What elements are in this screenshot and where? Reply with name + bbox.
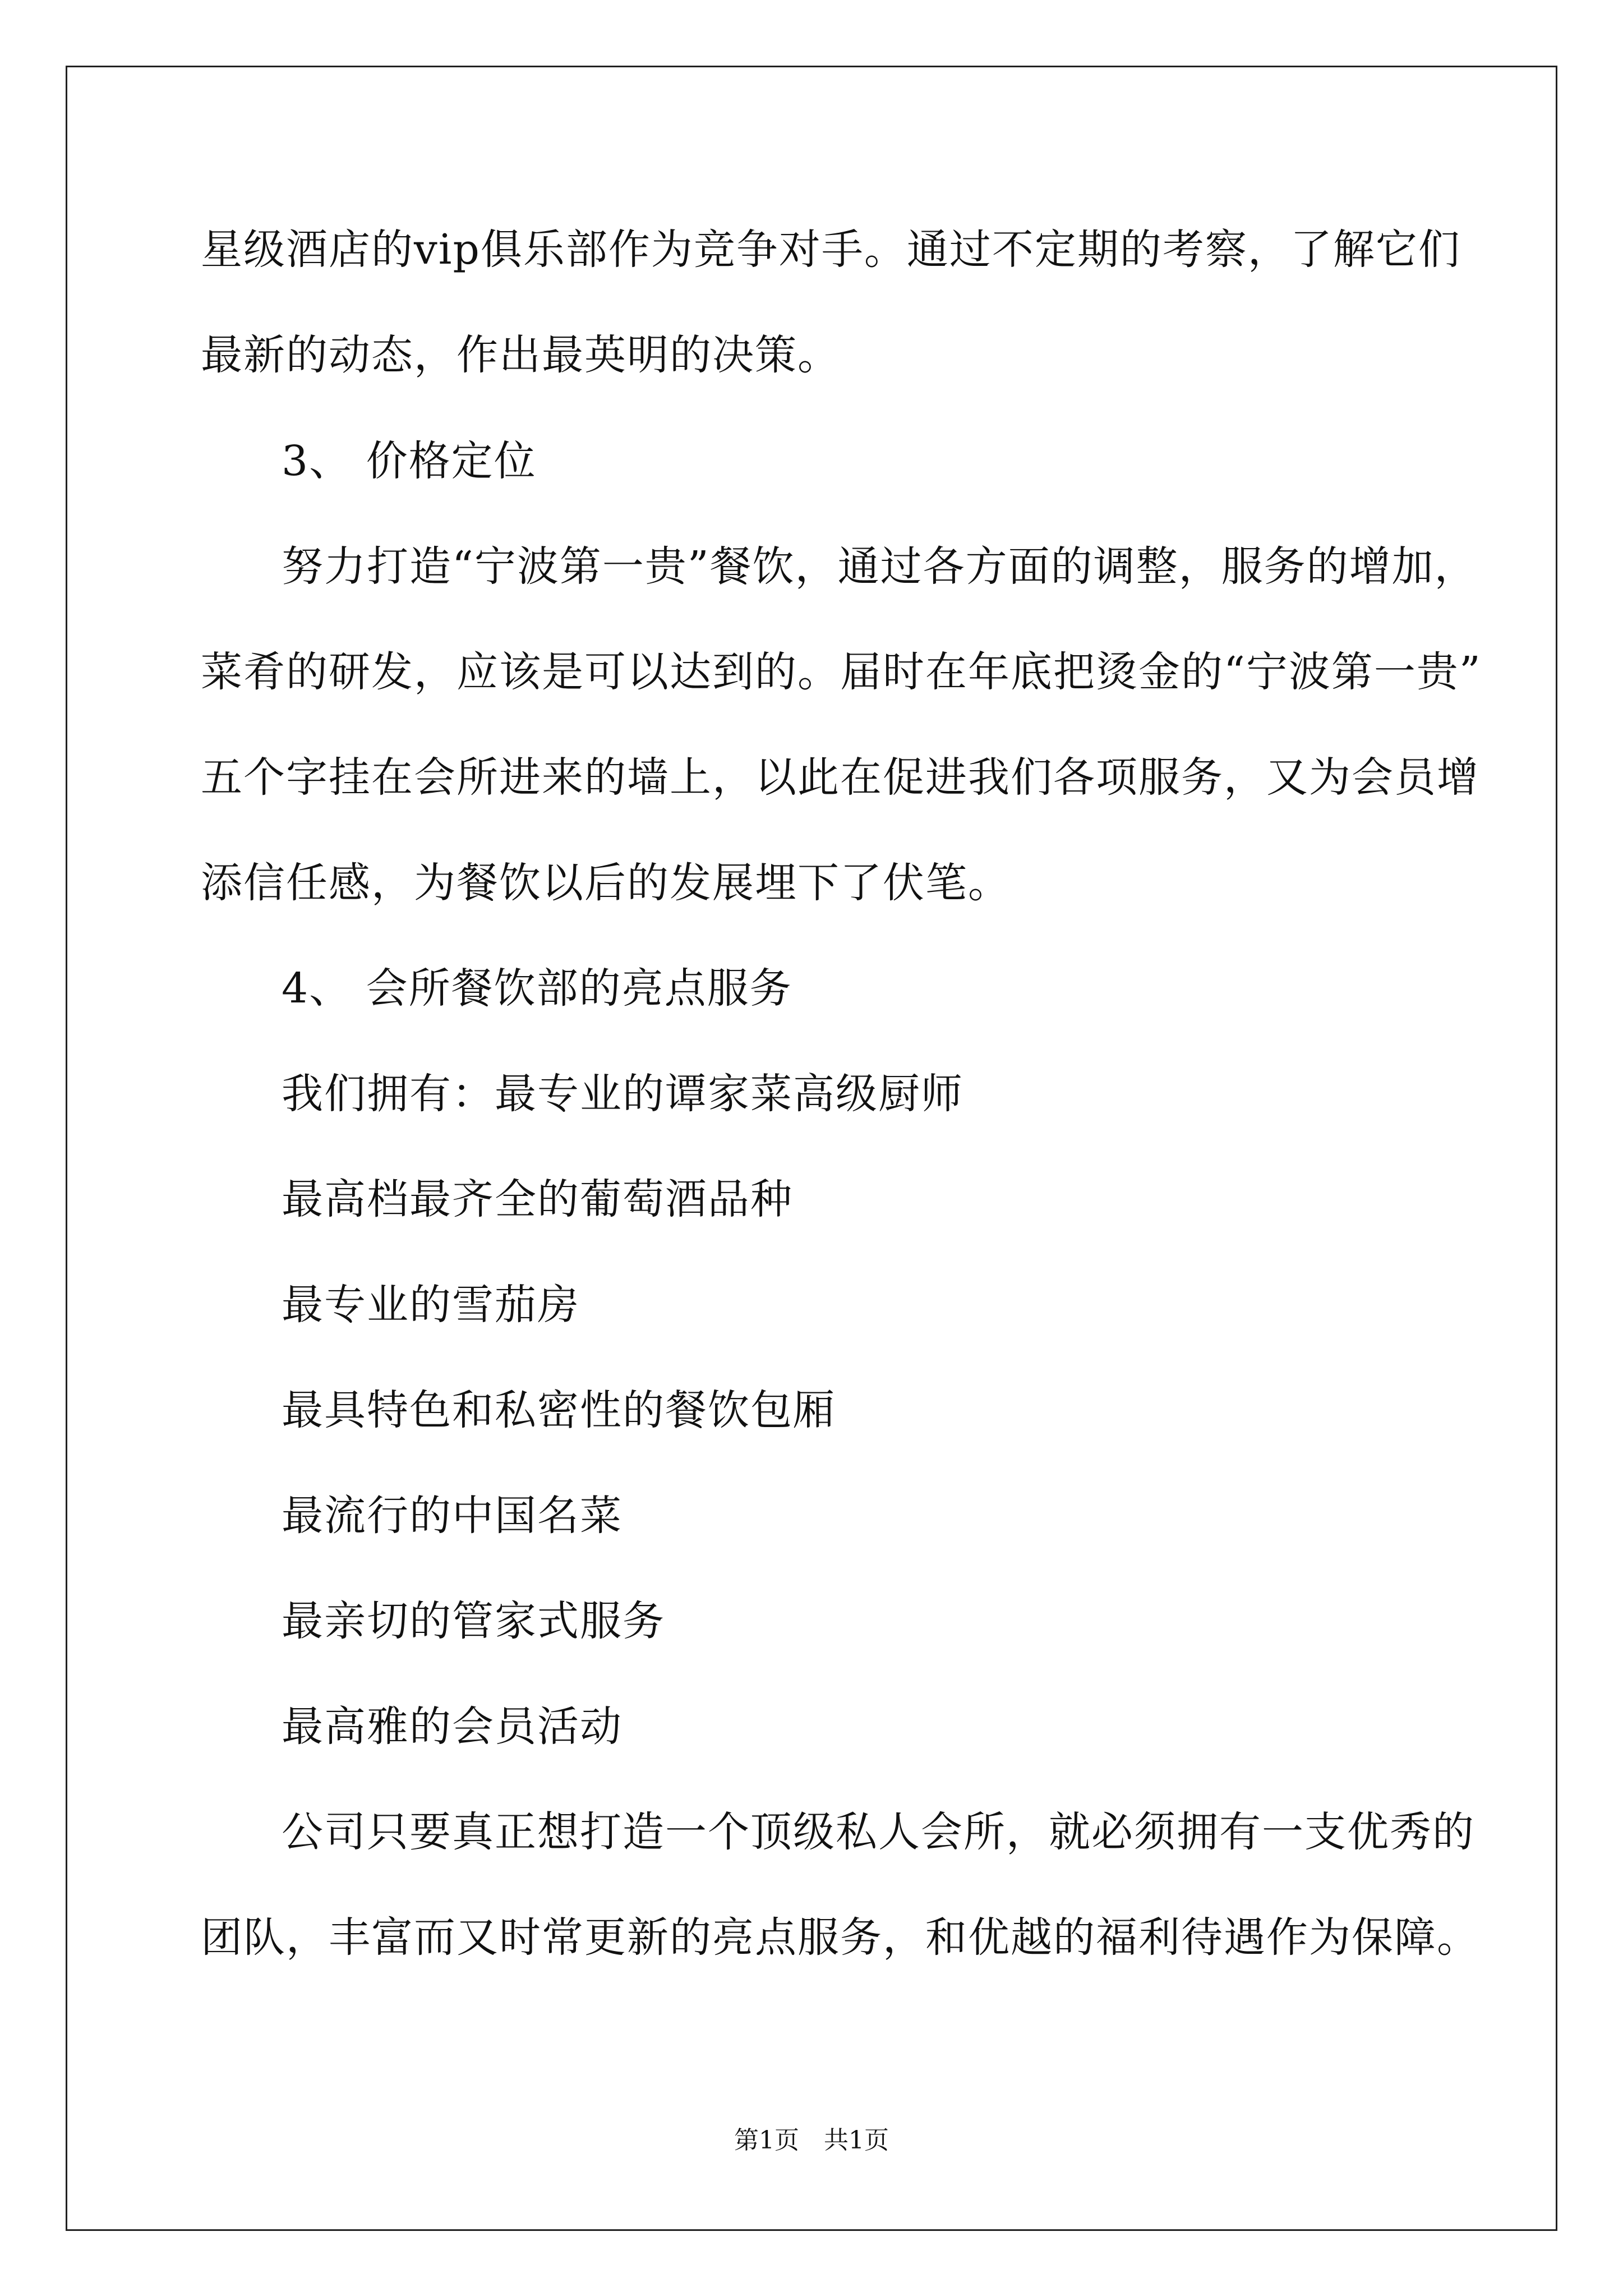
text-line-16: 公司只要真正想打造一个顶级私人会所，就必须拥有一支优秀的 <box>282 1808 1475 1856</box>
list-line-5: 最流行的中国名菜 <box>282 1492 623 1540</box>
list-line-1: 我们拥有：最专业的谭家菜高级厨师 <box>282 1070 963 1118</box>
page-footer: 第1页 共1页 <box>734 2126 889 2155</box>
text-line-6: 五个字挂在会所进来的墙上，以此在促进我们各项服务，又为会员增 <box>201 753 1479 802</box>
list-line-7: 最高雅的会员活动 <box>282 1703 623 1751</box>
text-line-4: 努力打造“宁波第一贵”餐饮，通过各方面的调整，服务的增加， <box>282 542 1477 591</box>
list-line-6: 最亲切的管家式服务 <box>282 1597 665 1645</box>
text-line-17: 团队，丰富而又时常更新的亮点服务，和优越的福利待遇作为保障。 <box>201 1913 1479 1962</box>
text-line-7: 添信任感，为餐饮以后的发展埋下了伏笔。 <box>201 859 1011 907</box>
section-heading-4: 4、 会所餐饮部的亮点服务 <box>282 964 792 1013</box>
list-line-3: 最专业的雪茄房 <box>282 1281 580 1329</box>
text-line-2: 最新的动态，作出最英明的决策。 <box>201 331 840 379</box>
text-line-5: 菜肴的研发，应该是可以达到的。届时在年底把烫金的“宁波第一贵” <box>201 648 1482 696</box>
list-line-4: 最具特色和私密性的餐饮包厢 <box>282 1386 836 1434</box>
page-border <box>66 66 1557 2231</box>
list-line-2: 最高档最齐全的葡萄酒品种 <box>282 1175 793 1223</box>
section-heading-3: 3、 价格定位 <box>282 437 537 485</box>
text-line-1: 星级酒店的vip俱乐部作为竞争对手。通过不定期的考察，了解它们 <box>201 226 1461 274</box>
